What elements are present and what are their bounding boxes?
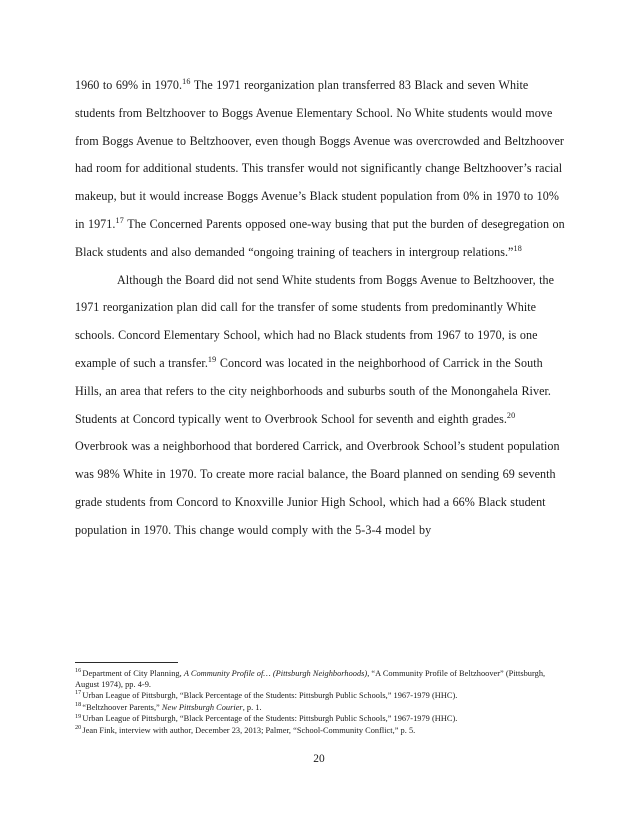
footnote-18 xyxy=(75,703,567,714)
text-run: , p. 1. xyxy=(242,702,262,712)
footnote-marker-20: 20 xyxy=(75,724,82,732)
footnote-marker-17: 17 xyxy=(75,689,82,697)
footnote-marker-19: 19 xyxy=(75,712,82,720)
footnote-reference-20[interactable]: 20 xyxy=(506,410,516,420)
text-run: “Beltzhoover Parents,” xyxy=(82,702,162,712)
text-run: Although the Board did not send White students from Boggs Avenue to Beltzhoover, the 1971 reorganization plan did call for the transfer of some students from predominantly White schools. Concord Elementary School, which had no Black students from 1967 to 1970, is one example of such a transfer. xyxy=(75,272,555,370)
text-run: Concord was located in the neighborhood of Carrick in the South Hills, an area that refers to the city neighborhoods and suburbs south of the Monongahela River. Students at Concord typically went to Overbrook School for seventh and eighth grades. xyxy=(75,355,551,426)
footnote-marker-18: 18 xyxy=(75,701,82,708)
footnote-19 xyxy=(75,714,567,725)
text-run: Urban League of Pittsburgh, “Black Percentage of the Students: Pittsburgh Public Schools,” 1967-1979 (HHC). xyxy=(82,714,458,724)
text-run: , “A Community Profile of Beltzhoover” (Pittsburgh, August 1974), pp. 4-9. xyxy=(75,669,546,689)
italic-title: New Pittsburgh Courier xyxy=(161,702,243,712)
text-run: Urban League of Pittsburgh, “Black Percentage of the Students: Pittsburgh Public Schools,” 1967-1979 (HHC). xyxy=(82,691,458,701)
paragraph-2 xyxy=(75,267,567,545)
text-run: Department of City Planning, xyxy=(82,669,184,678)
footnote-reference-19[interactable]: 19 xyxy=(207,354,217,364)
text-run: Overbrook was a neighborhood that bordered Carrick, and Overbrook School’s student population was 98% White in 1970. To create more racial balance, the Board planned on sending 69 seventh grade students from Concord to Knoxville Junior High School, which had a 66% Black student population in 1970. This change would comply with the 5-3-4 model by xyxy=(75,439,560,537)
footnote-separator-rule xyxy=(75,662,178,663)
text-run: The 1971 reorganization plan transferred 83 Black and seven White students from Beltzhoover to Boggs Avenue Elementary School. No White students would move from Boggs Avenue to Beltzhoover, even though Boggs Avenue was overcrowded and Beltzhoover had room for additional students. This transfer would not significantly change Beltzhoover’s racial makeup, but it would increase Boggs Avenue’s Black student population from 0% in 1970 to 10% in 1971. xyxy=(75,78,564,231)
footnote-area xyxy=(75,662,567,738)
footnote-reference-16[interactable]: 16 xyxy=(182,76,191,86)
text-run: Jean Fink, interview with author, December 23, 2013; Palmer, “School-Community Conflict,” p. 5. xyxy=(82,725,416,735)
footnote-16 xyxy=(75,669,567,690)
footnote-reference-17[interactable]: 17 xyxy=(115,215,124,225)
page-number: 20 xyxy=(313,753,325,765)
footnote-20 xyxy=(75,726,567,737)
text-run: 1960 to 69% in 1970. xyxy=(75,78,183,92)
paragraph-1 xyxy=(75,72,567,267)
italic-title: A Community Profile of… (Pittsburgh Neighborhoods) xyxy=(183,669,368,678)
body-text xyxy=(75,72,567,545)
footnote-marker-16: 16 xyxy=(75,667,82,675)
footnote-reference-18[interactable]: 18 xyxy=(513,243,522,253)
footnote-17 xyxy=(75,691,567,702)
text-run: The Concerned Parents opposed one-way busing that put the burden of desegregation on Black students and also demanded “ongoing training of teachers in intergroup relations.” xyxy=(75,216,565,259)
